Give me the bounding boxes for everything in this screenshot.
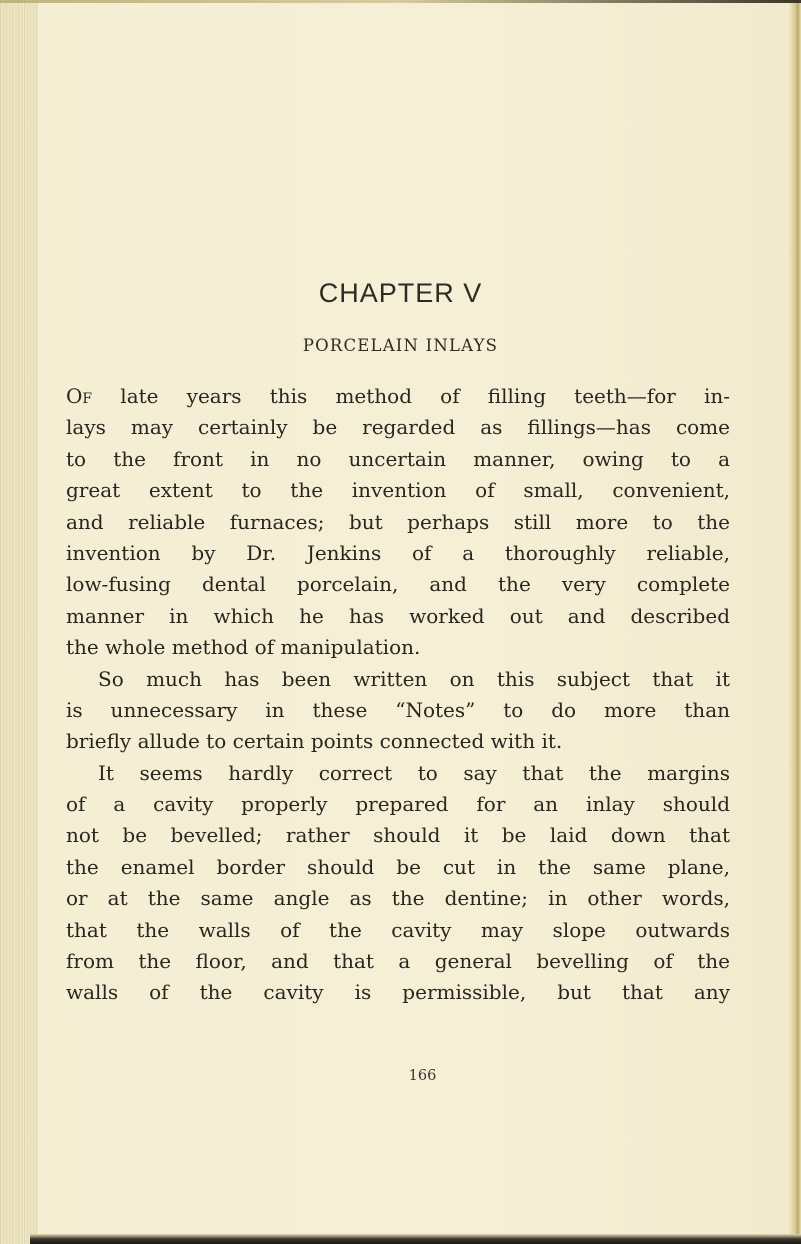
text-line-4: great extent to the invention of small, convenient,: [66, 478, 730, 503]
text-line-9: the whole method of manipulation.: [66, 635, 421, 660]
text-line-19: from the floor, and that a general bevelling of the: [66, 949, 730, 974]
text-line-6: invention by Dr. Jenkins of a thoroughly reliable,: [66, 540, 730, 565]
chapter-heading: CHAPTER V: [318, 278, 483, 308]
text-line-1: Of late years this method of filling teeth—for in-: [66, 384, 730, 408]
section-title: PORCELAIN INLAYS: [302, 336, 499, 355]
text-line-11: is unnecessary in these “Notes” to do more than: [66, 697, 730, 722]
text-line-2: lays may certainly be regarded as fillings—has come: [66, 415, 730, 440]
text-line-13: It seems hardly correct to say that the margins: [98, 760, 730, 785]
page-number: 166: [408, 1068, 437, 1084]
text-line-15: not be bevelled; rather should it be laid down that: [66, 823, 730, 848]
text-line-17: or at the same angle as the dentine; in other words,: [66, 886, 730, 911]
text-line-18: that the walls of the cavity may slope outwards: [66, 917, 730, 942]
body-text: [66, 381, 730, 1009]
page-edge-bottom: [30, 1234, 801, 1244]
text-line-14: of a cavity properly prepared for an inlay should: [66, 792, 730, 817]
text-line-7: low-fusing dental porcelain, and the very complete: [66, 572, 730, 597]
text-line-16: the enamel border should be cut in the same plane,: [66, 854, 730, 879]
text-line-8: manner in which he has worked out and described: [66, 603, 730, 628]
text-line-20: walls of the cavity is permissible, but that any: [66, 980, 730, 1005]
page-edge-left: [0, 0, 38, 1244]
page-edge-top: [0, 0, 801, 3]
text-line-12: briefly allude to certain points connected with it.: [66, 729, 563, 754]
text-line-5: and reliable furnaces; but perhaps still more to the: [66, 509, 730, 534]
page-edge-right: [789, 0, 801, 1244]
text-line-10: So much has been written on this subject that it: [98, 666, 730, 691]
text-line-3: to the front in no uncertain manner, owing to a: [66, 446, 730, 471]
